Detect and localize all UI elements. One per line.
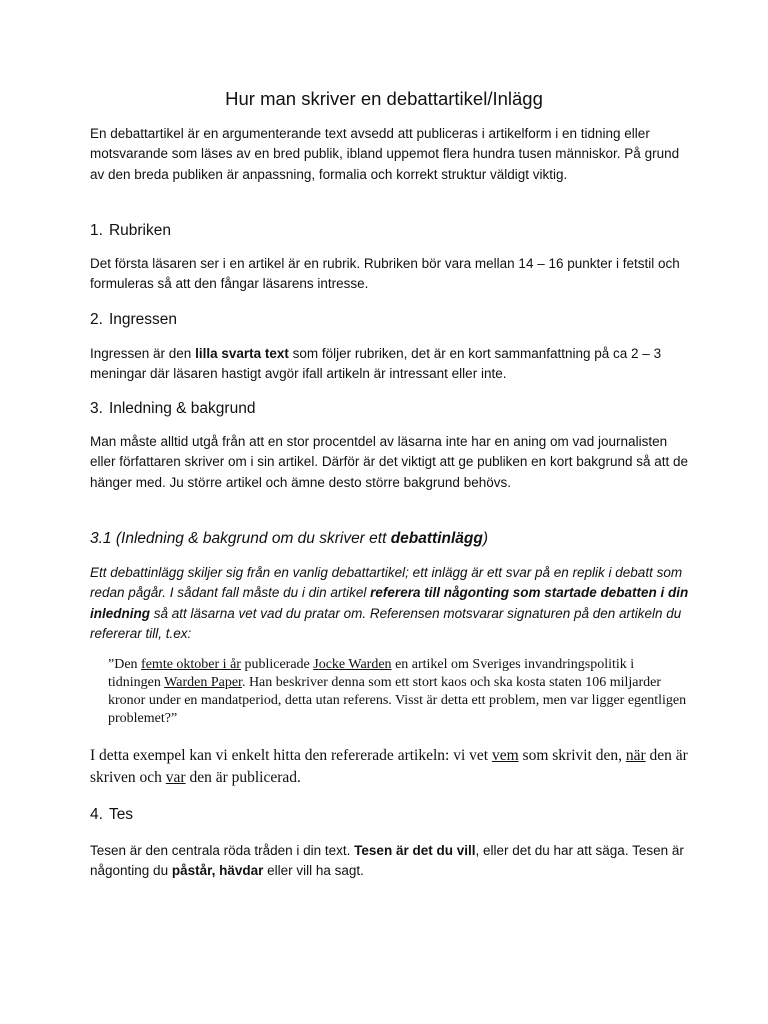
section-number: 4.	[90, 806, 103, 823]
text-run: så att läsarna vet vad du pratar om.	[150, 605, 370, 621]
underlined-word: när	[625, 747, 646, 764]
section-heading-rubriken	[90, 222, 690, 240]
text-run: den är skriven och	[90, 747, 688, 786]
debattinlagg-paragraph	[90, 563, 690, 644]
bold-phrase: debattinlägg	[390, 530, 483, 547]
bold-phrase: lilla svarta text	[195, 346, 289, 361]
text-run: publicerade	[240, 657, 314, 672]
text-run: Ett debattinlägg skiljer sig från en vanlig debattartikel; ett inlägg är ett svar på en replik i debatt som redan pågår. I sådant fall måste du i din artikel	[90, 565, 683, 601]
inledning-paragraph: Man måste alltid utgå från att en stor procentdel av läsarna inte har en aning om vad journalisten eller författaren skriver om i sin artikel. Därför är det viktigt att ge publiken en kort bakgrund så att de hänger med. Ju större artikel och ämne desto större bakgrund behövs.	[90, 434, 689, 490]
text-run: eller vill ha sagt.	[263, 863, 364, 879]
section-number: 2.	[90, 311, 103, 328]
text-run: en artikel om Sveriges invandringspolitik i tidningen	[108, 657, 635, 690]
section-heading-ingressen	[90, 311, 690, 329]
tes-paragraph	[90, 841, 690, 882]
text-run: Tesen är den centrala röda tråden i din text.	[90, 843, 355, 858]
document-title: Hur man skriver en debattartikel/Inlägg	[225, 88, 543, 109]
text-run: den är publicerad.	[185, 769, 301, 786]
bold-phrase: Tesen är det du vill	[354, 843, 476, 858]
intro-paragraph: En debattartikel är en argumenterande text avsedd att publiceras i artikelform i en tidning eller motsvarande som läses av en bred publik, ibland uppemot flera hundra tusen människor. På grund av den breda publiken är anpassning, formalia och korrekt struktur väldigt viktig.	[90, 126, 680, 182]
section-number: 1.	[90, 222, 103, 239]
ingressen-paragraph	[90, 344, 690, 385]
underlined-word: var	[165, 769, 186, 786]
text-run: Referensen motsvarar signaturen på den artikeln du refererar till, t.ex:	[90, 605, 682, 641]
section-title: Tes	[108, 806, 134, 823]
text-run: )	[482, 530, 489, 547]
underlined-phrase: Warden Paper	[164, 675, 242, 690]
text-run: ”Den	[108, 657, 142, 672]
bold-phrase: påstår, hävdar	[171, 863, 264, 879]
section-heading-inledning	[90, 400, 690, 418]
section-heading-debattinlagg	[90, 530, 690, 548]
text-run: som följer rubriken, det är en kort sammanfattning på ca 2 – 3 meningar där läsaren hastigt avgör ifall artikeln är intressant eller inte.	[90, 346, 662, 382]
underlined-phrase: femte oktober i år	[141, 657, 241, 672]
underlined-word: vem	[491, 747, 519, 764]
text-run: . Han beskriver denna som ett stort kaos och ska kosta staten 106 miljarder kronor under en mandatperiod, detta utan referens. Visst är detta ett problem, men var ligger egentligen problemet?”	[108, 675, 687, 726]
rubriken-paragraph: Det första läsaren ser i en artikel är en rubrik. Rubriken bör vara mellan 14 – 16 punkter i fetstil och formuleras så att den fångar läsarens intresse.	[90, 256, 680, 292]
text-run: 3.1 (Inledning & bakgrund om du skriver ett	[90, 530, 391, 547]
section-heading-tes	[90, 806, 690, 824]
example-explanation	[90, 745, 690, 789]
section-title: Inledning & bakgrund	[108, 400, 256, 417]
underlined-phrase: Jocke Warden	[313, 657, 392, 672]
section-title: Ingressen	[108, 311, 178, 328]
text-run: I detta exempel kan vi enkelt hitta den refererade artikeln: vi vet	[90, 747, 492, 764]
section-number: 3.	[90, 400, 103, 417]
section-title: Rubriken	[108, 222, 171, 239]
text-run: , eller det du har att säga. Tesen är någonting du	[90, 843, 684, 879]
example-quote	[108, 656, 688, 728]
bold-phrase: referera till någonting som startade debatten i din inledning	[90, 585, 689, 621]
text-run: som skrivit den,	[518, 747, 626, 764]
text-run: Ingressen är den	[90, 346, 196, 361]
